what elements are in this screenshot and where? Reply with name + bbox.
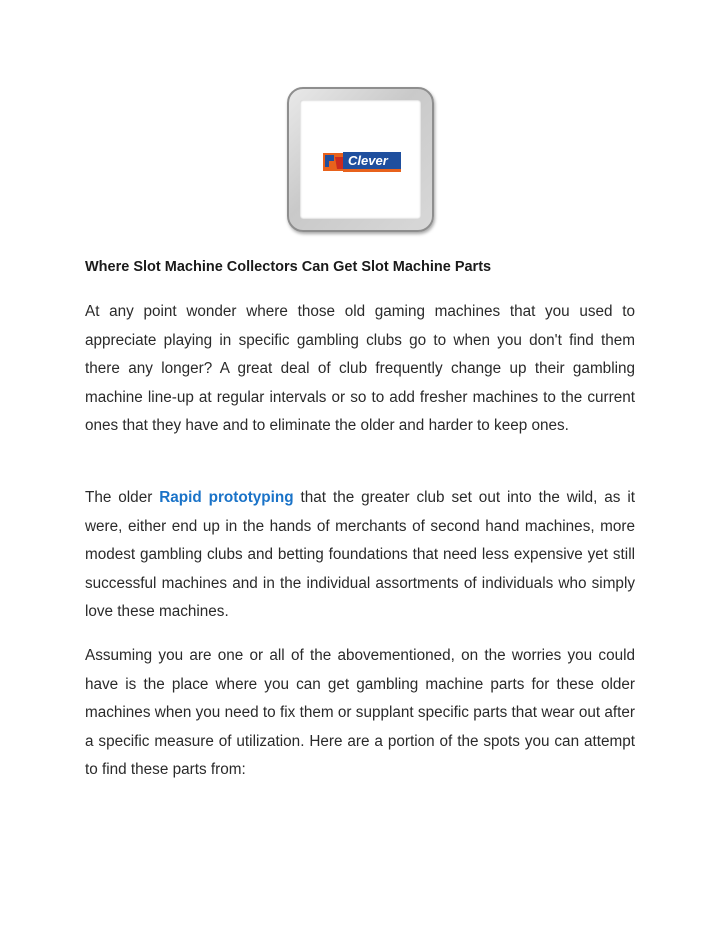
logo-panel (300, 100, 421, 219)
rapid-prototyping-link[interactable]: Rapid prototyping (159, 489, 294, 506)
paragraph-parts: Assuming you are one or all of the abovementioned, on the worries you could have is the place where you can get gambling machine parts for these older machines when you need to fix them or supplant specific parts that wear out after a specific measure of utilization. Here are a portion of the spots you can attempt to find these parts from: (85, 647, 635, 779)
paragraph-text-before-link: The older (85, 489, 160, 506)
logo-frame (287, 87, 434, 232)
paragraph-older-machines (85, 484, 635, 627)
logo-wordmark: Clever (348, 153, 388, 168)
page-title: Where Slot Machine Collectors Can Get Slot Machine Parts (85, 259, 492, 275)
clever-logo-icon (323, 151, 401, 173)
paragraph-text-after-link: that the greater club set out into the wild, as it were, either end up in the hands of merchants of second hand machines, more modest gambling clubs and betting foundations that need less expensive yet still successful machines and in the individual assortments of individuals who simply love these machines. (85, 489, 635, 621)
paragraph-intro: At any point wonder where those old gaming machines that you used to appreciate playing in specific gambling clubs go to when you don't find them there any longer? A great deal of club frequently change up their gambling machine line-up at regular intervals or so to add fresher machines to the current ones that they have and to eliminate the older and harder to keep ones. (85, 303, 635, 435)
